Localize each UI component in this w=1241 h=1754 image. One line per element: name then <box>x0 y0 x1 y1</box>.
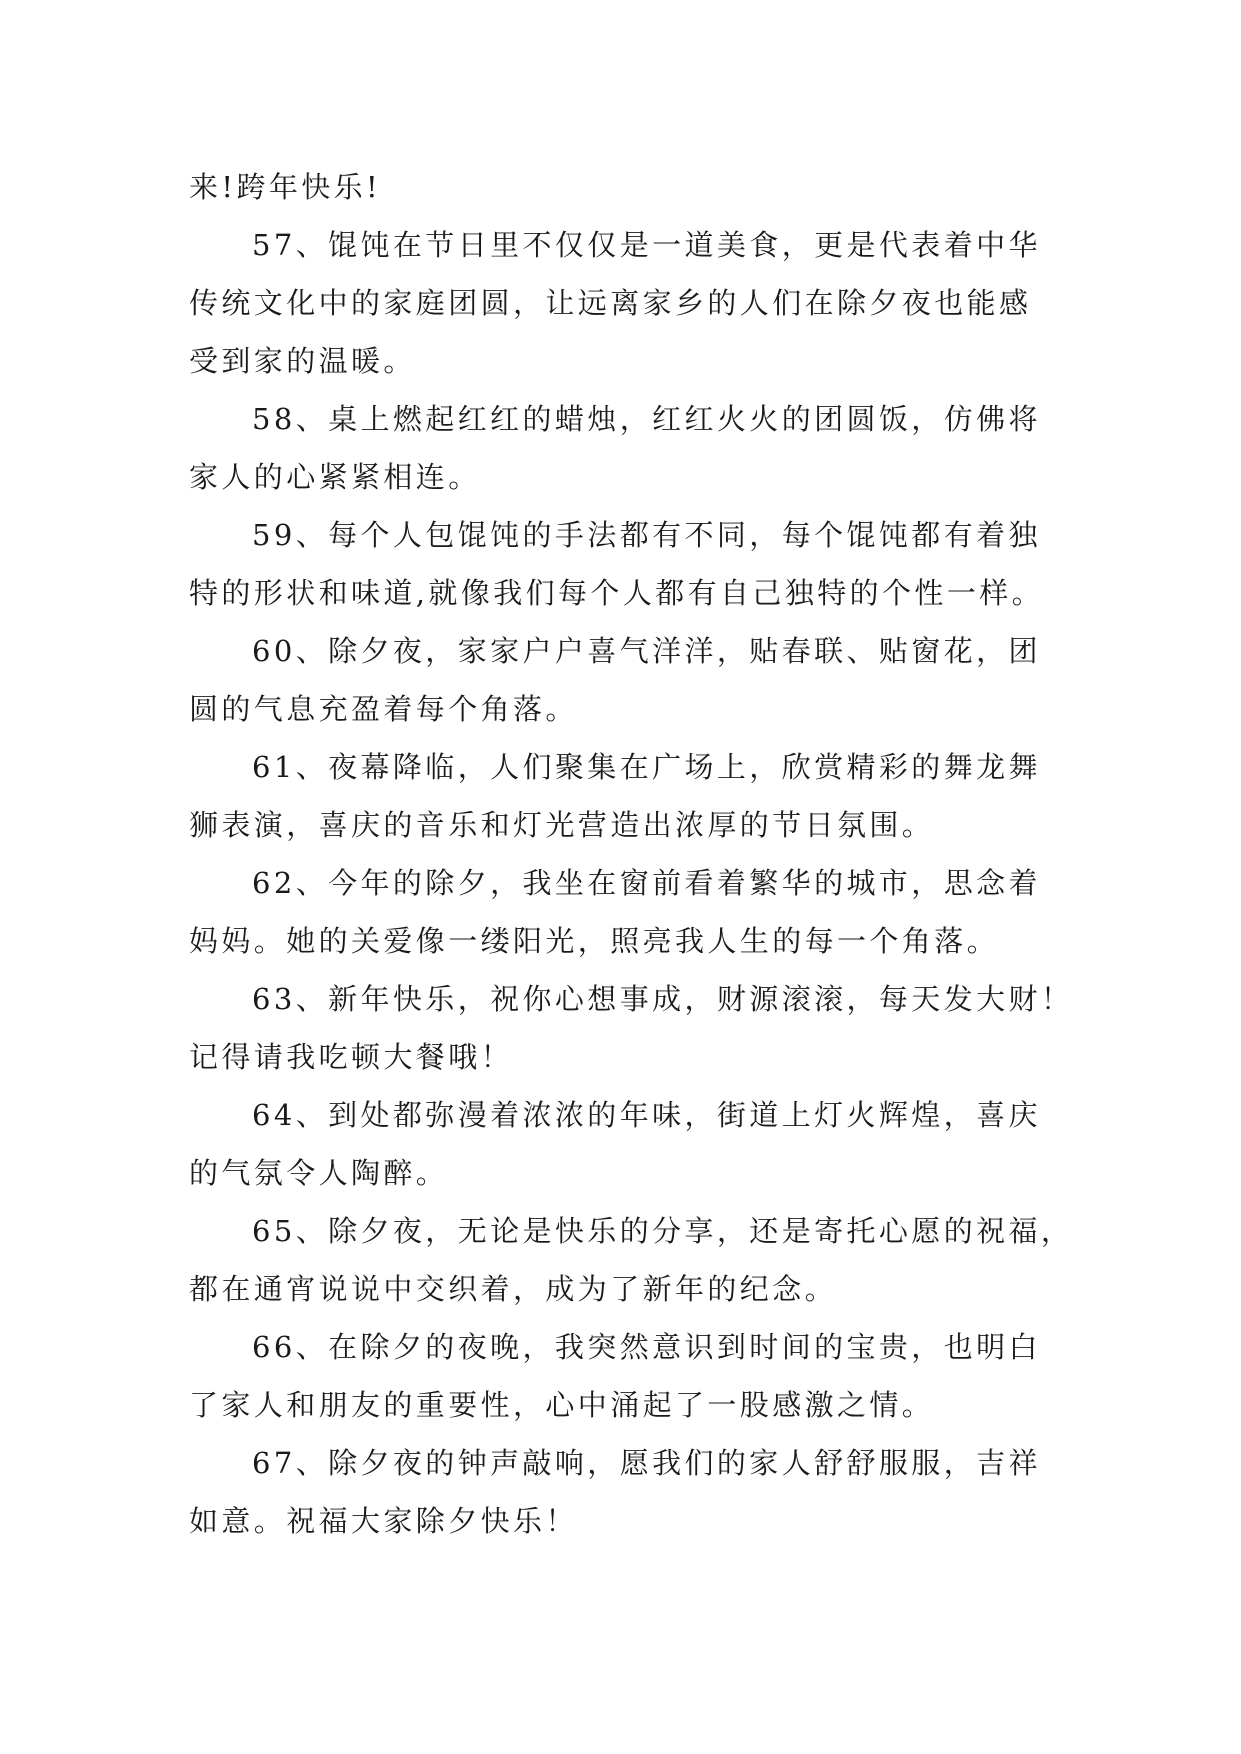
paragraph-62 <box>189 854 1051 970</box>
text-line: 家人的心紧紧相连。 <box>189 460 481 494</box>
paragraph-61 <box>189 738 1051 854</box>
paragraph-64 <box>189 1086 1051 1202</box>
document-page <box>189 158 1074 1550</box>
paragraph-57 <box>189 216 1051 390</box>
text-line: 记得请我吃顿大餐哦！ <box>189 1040 514 1074</box>
text-line: 61、夜幕降临，人们聚集在广场上，欣赏精彩的舞龙舞 <box>252 750 1041 784</box>
paragraph-59 <box>189 506 1051 622</box>
paragraph-60 <box>189 622 1051 738</box>
paragraph-continuation <box>189 158 1051 216</box>
text-line: 59、每个人包馄饨的手法都有不同，每个馄饨都有着独 <box>252 518 1041 552</box>
paragraph-63 <box>189 970 1074 1086</box>
text-line: 58、桌上燃起红红的蜡烛，红红火火的团圆饭，仿佛将 <box>252 402 1041 436</box>
text-line: 63、新年快乐，祝你心想事成，财源滚滚，每天发大财！ <box>252 982 1074 1016</box>
text-line: 特的形状和味道,就像我们每个人都有自己独特的个性一样。 <box>189 576 1045 610</box>
text-line: 传统文化中的家庭团圆，让远离家乡的人们在除夕夜也能感 <box>189 286 1032 320</box>
text-line: 62、今年的除夕，我坐在窗前看着繁华的城市，思念着 <box>252 866 1041 900</box>
paragraph-66 <box>189 1318 1051 1434</box>
text-line: 的气氛令人陶醉。 <box>189 1156 449 1190</box>
text-line: 受到家的温暖。 <box>189 344 416 378</box>
text-line: 如意。祝福大家除夕快乐！ <box>189 1504 578 1538</box>
text-line: 65、除夕夜，无论是快乐的分享，还是寄托心愿的祝福， <box>252 1214 1074 1248</box>
paragraph-58 <box>189 390 1051 506</box>
text-line: 了家人和朋友的重要性，心中涌起了一股感激之情。 <box>189 1388 935 1422</box>
text-line: 圆的气息充盈着每个角落。 <box>189 692 578 726</box>
paragraph-65 <box>189 1202 1074 1318</box>
text-line: 66、在除夕的夜晚，我突然意识到时间的宝贵，也明白 <box>252 1330 1041 1364</box>
text-line: 妈妈。她的关爱像一缕阳光，照亮我人生的每一个角落。 <box>189 924 1000 958</box>
text-line: 57、馄饨在节日里不仅仅是一道美食，更是代表着中华 <box>252 228 1041 262</box>
paragraph-67 <box>189 1434 1051 1550</box>
text-line: 来!跨年快乐! <box>189 170 382 204</box>
text-line: 都在通宵说说中交织着，成为了新年的纪念。 <box>189 1272 838 1306</box>
text-line: 60、除夕夜，家家户户喜气洋洋，贴春联、贴窗花，团 <box>252 634 1041 668</box>
text-line: 狮表演，喜庆的音乐和灯光营造出浓厚的节日氛围。 <box>189 808 935 842</box>
text-line: 67、除夕夜的钟声敲响，愿我们的家人舒舒服服，吉祥 <box>252 1446 1041 1480</box>
text-line: 64、到处都弥漫着浓浓的年味，街道上灯火辉煌，喜庆 <box>252 1098 1041 1132</box>
